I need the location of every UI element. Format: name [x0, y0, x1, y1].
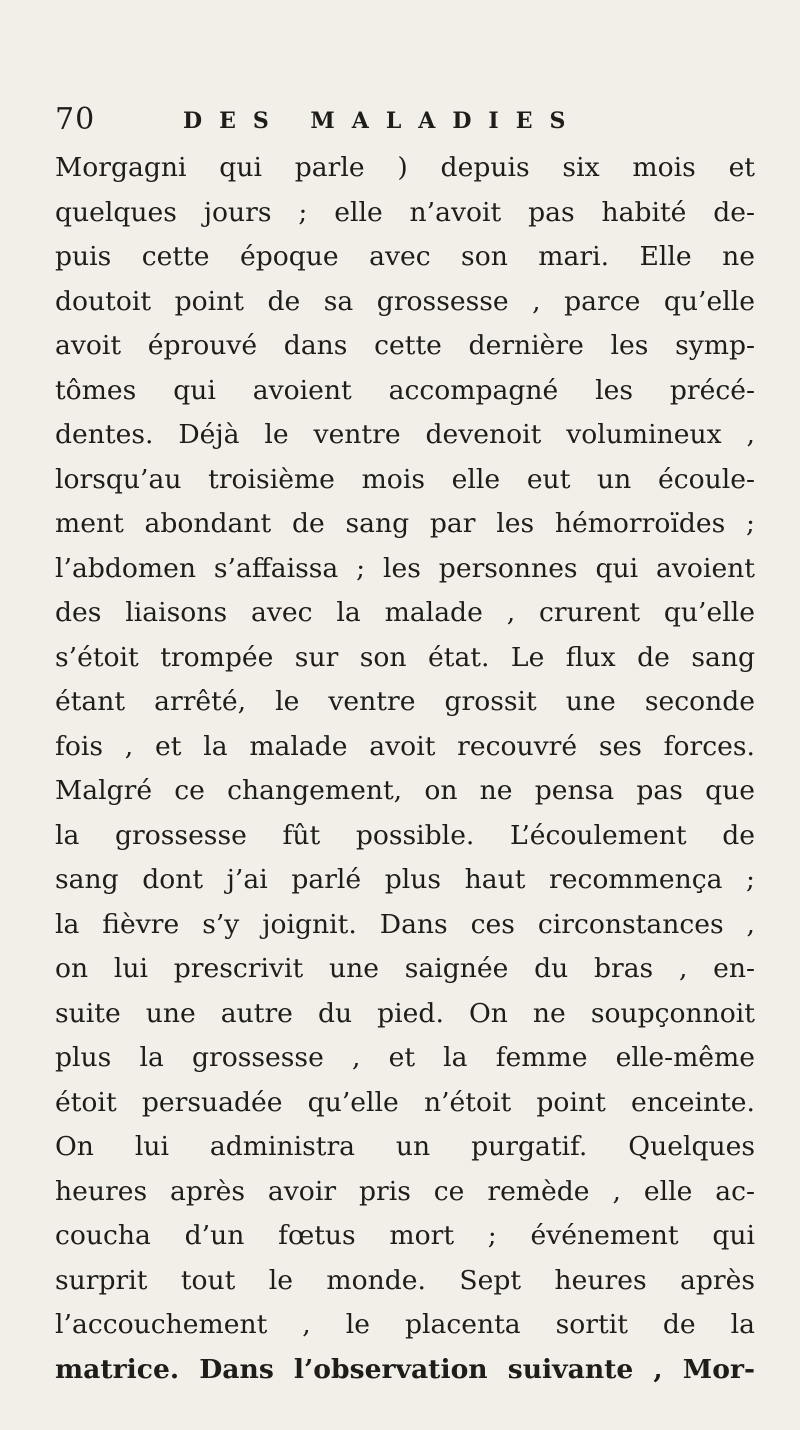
text-line: dentes. Déjà le ventre devenoit volumineux , — [55, 419, 755, 450]
text-line: ment abondant de sang par les hémorroïdes ; — [55, 508, 755, 539]
text-line: la grossesse fût possible. L’écoulement de — [55, 819, 755, 851]
text-line: l’abdomen s’affaissa ; les personnes qui avoient — [55, 552, 755, 584]
text-line: plus la grossesse , et la femme elle-même — [55, 1042, 755, 1073]
text-line: fois , et la malade avoit recouvré ses forces. — [55, 730, 755, 762]
text-line: doutoit point de sa grossesse , parce qu’elle — [55, 285, 755, 317]
text-line: quelques jours ; elle n’avoit pas habité de- — [55, 196, 755, 228]
text-line: coucha d’un fœtus mort ; événement qui — [55, 1220, 755, 1251]
text-line: surprit tout le monde. Sept heures après — [55, 1264, 755, 1296]
text-line: lorsqu’au troisième mois elle eut un écoule- — [55, 463, 755, 495]
text-line: suite une autre du pied. On ne soupçonnoit — [55, 997, 755, 1029]
text-line: étant arrêté, le ventre grossit une seconde — [55, 686, 755, 717]
text-line: sang dont j’ai parlé plus haut recommença ; — [55, 864, 755, 895]
text-line: puis cette époque avec son mari. Elle ne — [55, 241, 755, 272]
text-line: étoit persuadée qu’elle n’étoit point enceinte. — [55, 1086, 755, 1118]
page-number: 70 — [55, 102, 96, 137]
text-line: matrice. Dans l’observation suivante , Mor- — [55, 1353, 755, 1385]
text-line: Malgré ce changement, on ne pensa pas que — [55, 775, 755, 806]
text-line: la fièvre s’y joignit. Dans ces circonstances , — [55, 908, 755, 940]
body-text — [55, 146, 755, 1392]
text-line: s’étoit trompée sur son état. Le flux de sang — [55, 641, 755, 673]
text-line: avoit éprouvé dans cette dernière les symp- — [55, 330, 755, 361]
running-head — [55, 100, 755, 140]
running-title: DES MALADIES — [183, 108, 583, 134]
text-line: heures après avoir pris ce remède , elle ac- — [55, 1175, 755, 1207]
text-line: tômes qui avoient accompagné les précé- — [55, 374, 755, 406]
text-line: des liaisons avec la malade , crurent qu’elle — [55, 597, 755, 628]
text-line: on lui prescrivit une saignée du bras , en- — [55, 953, 755, 984]
text-line: On lui administra un purgatif. Quelques — [55, 1131, 755, 1162]
text-line: Morgagni qui parle ) depuis six mois et — [55, 152, 755, 183]
text-line: l’accouchement , le placenta sortit de la — [55, 1309, 755, 1340]
